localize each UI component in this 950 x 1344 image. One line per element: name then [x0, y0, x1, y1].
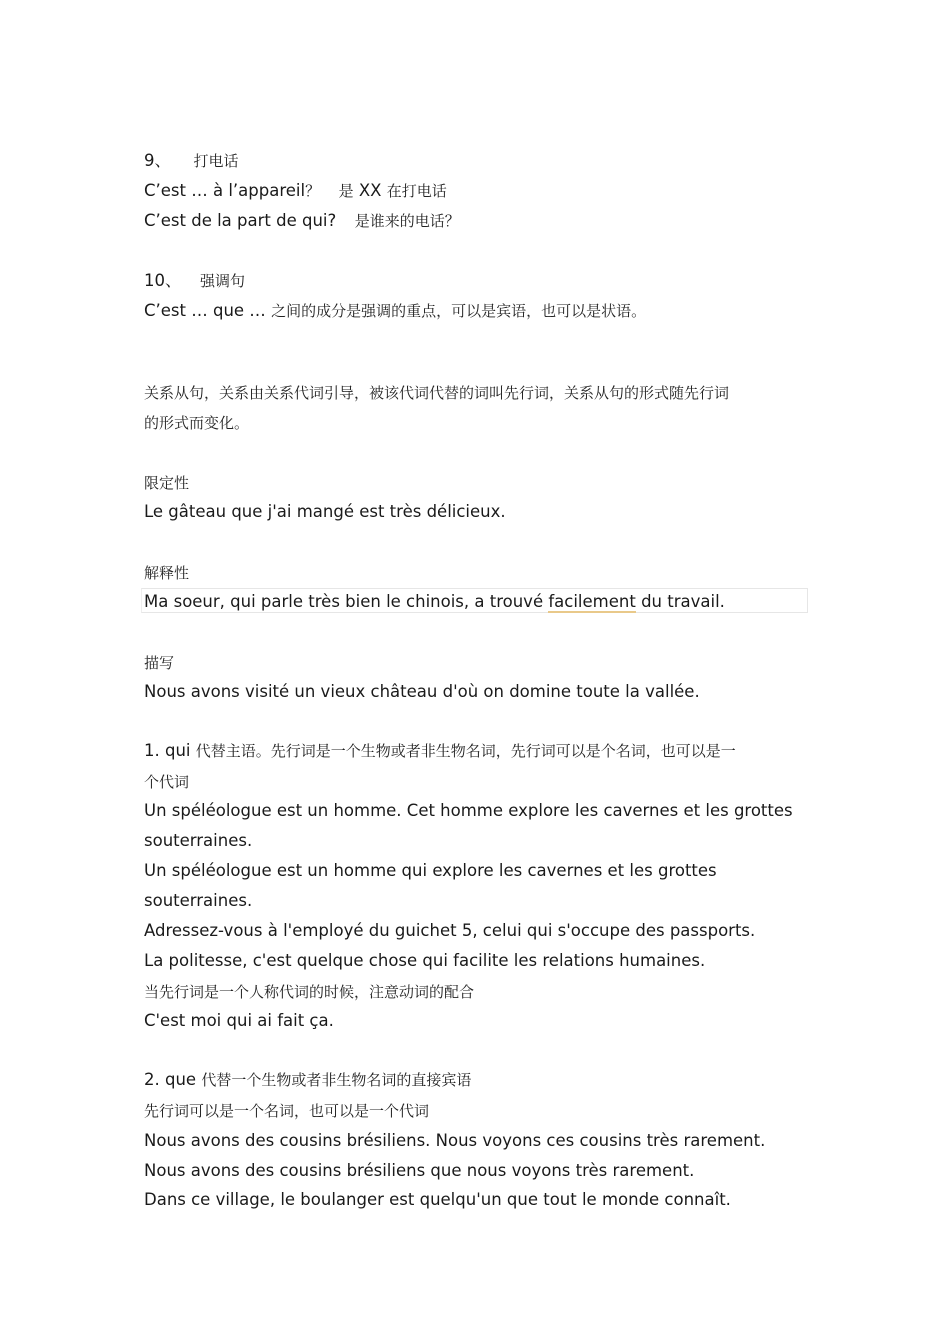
- chinese-text: 是: [338, 182, 354, 200]
- phone-line-1: [144, 180, 447, 202]
- underlined-word: facilement: [548, 592, 636, 611]
- question-mark: ？: [305, 182, 321, 200]
- french-text: C’est … que …: [144, 301, 266, 320]
- que-example-3: Dans ce village, le boulanger est quelqu'un que tout le monde connaît.: [144, 1190, 731, 1209]
- qui-heading-cont: 个代词: [144, 773, 190, 791]
- que-heading: [144, 1069, 471, 1091]
- qui-example-3: Adressez-vous à l'employé du guichet 5, celui qui s'occupe des passports.: [144, 921, 756, 940]
- qui-example-2a: Un spéléologue est un homme qui explore les cavernes et les grottes: [144, 861, 717, 880]
- french-text: du travail.: [635, 592, 725, 611]
- que-note: 先行词可以是一个名词，也可以是一个代词: [144, 1102, 430, 1120]
- chinese-text: 是谁来的电话？: [354, 212, 460, 230]
- french-text: C’est de la part de qui?: [144, 211, 337, 230]
- french-text: 2. que: [144, 1070, 197, 1089]
- french-text: 1. qui: [144, 741, 191, 760]
- relative-clause-intro-2: 的形式而变化。: [144, 414, 250, 432]
- qui-note: 当先行词是一个人称代词的时候，注意动词的配合: [144, 983, 475, 1001]
- section-title: 打电话: [193, 152, 239, 170]
- chinese-text: 代替一个生物或者非生物名词的直接宾语: [201, 1071, 472, 1089]
- qui-example-1b: souterraines.: [144, 831, 253, 850]
- chinese-text: 在打电话: [386, 182, 447, 200]
- section-9-heading: [144, 150, 239, 172]
- section-number: 9、: [144, 151, 171, 170]
- section-number: 10、: [144, 271, 182, 290]
- explanatory-label: 解释性: [144, 564, 190, 582]
- chinese-text: 之间的成分是强调的重点，可以是宾语，也可以是状语。: [271, 302, 647, 320]
- french-text: C’est … à l’appareil: [144, 181, 306, 200]
- phone-line-2: [144, 210, 460, 232]
- qui-example-1a: Un spéléologue est un homme. Cet homme explore les cavernes et les grottes: [144, 801, 793, 820]
- que-example-2: Nous avons des cousins brésiliens que nous voyons très rarement.: [144, 1161, 695, 1180]
- relative-clause-intro-1: 关系从句，关系由关系代词引导，被该代词代替的词叫先行词，关系从句的形式随先行词: [144, 384, 730, 402]
- descriptive-example: Nous avons visité un vieux château d'où on domine toute la vallée.: [144, 682, 700, 701]
- explanatory-example: [144, 591, 725, 613]
- chinese-text: 代替主语。先行词是一个生物或者非生物名词，先行词可以是个名词，也可以是一: [195, 742, 736, 760]
- restrictive-example: Le gâteau que j'ai mangé est très délicieux.: [144, 502, 506, 521]
- qui-example-2b: souterraines.: [144, 891, 253, 910]
- que-example-1: Nous avons des cousins brésiliens. Nous voyons ces cousins très rarement.: [144, 1131, 766, 1150]
- qui-heading: [144, 740, 736, 762]
- section-10-heading: [144, 270, 245, 292]
- descriptive-label: 描写: [144, 654, 175, 672]
- section-title: 强调句: [200, 272, 246, 290]
- qui-example-4: La politesse, c'est quelque chose qui facilite les relations humaines.: [144, 951, 706, 970]
- placeholder-text: XX: [358, 181, 382, 200]
- french-text: Ma soeur, qui parle très bien le chinois, a trouvé: [144, 592, 549, 611]
- restrictive-label: 限定性: [144, 474, 190, 492]
- qui-example-5: C'est moi qui ai fait ça.: [144, 1011, 334, 1030]
- emphasis-line: [144, 300, 646, 322]
